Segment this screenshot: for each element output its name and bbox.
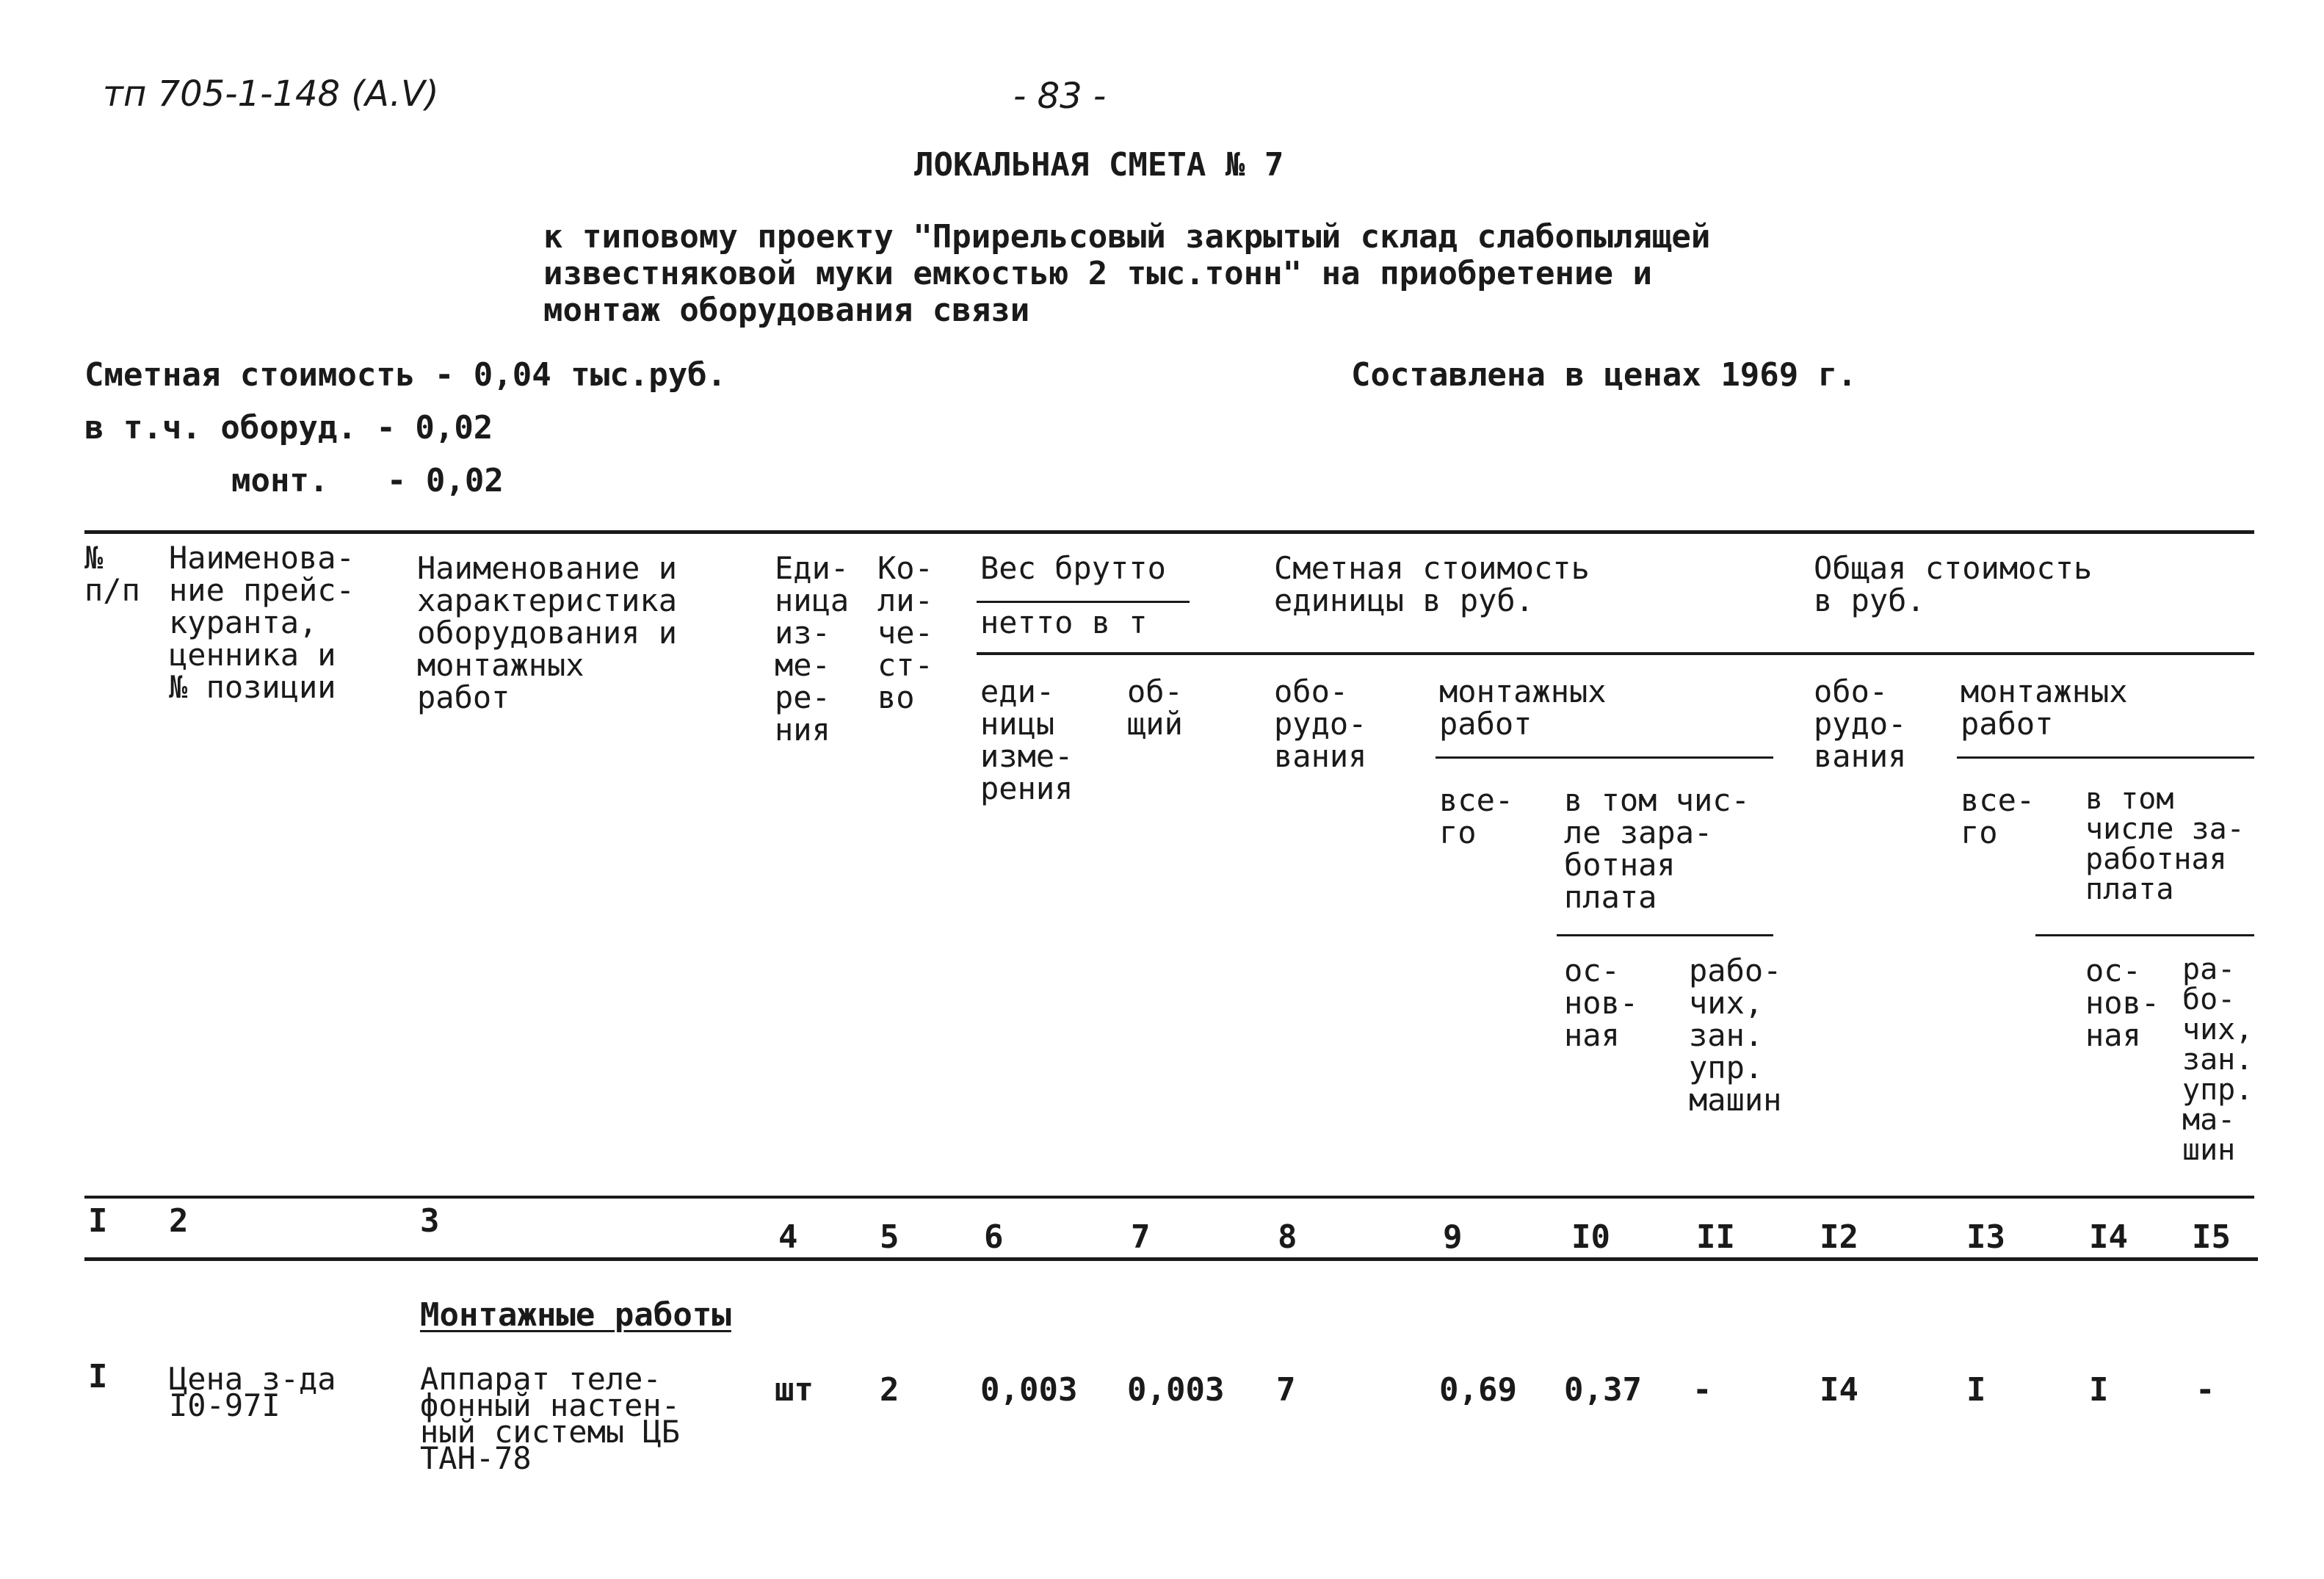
- header-total-mount: монтажных работ: [1961, 673, 2128, 742]
- header-weight-unit: еди- ницы изме- рения: [980, 673, 1074, 806]
- wage-rule-2: [2035, 934, 2254, 936]
- document-title: ЛОКАЛЬНАЯ СМЕТА № 7: [914, 146, 1284, 184]
- cell-unit-wages-machines: -: [1693, 1371, 1712, 1409]
- cell-total-equipment: I4: [1820, 1371, 1858, 1409]
- col-number-2: 2: [169, 1202, 189, 1240]
- section-heading: [420, 1298, 731, 1332]
- cell-total-mount: I: [1966, 1371, 1986, 1409]
- col-number-4: 4: [778, 1218, 798, 1256]
- col-number-1: I: [88, 1202, 108, 1240]
- header-weight-net: нетто в т: [980, 604, 1148, 640]
- numbers-bottom-rule: [84, 1257, 2258, 1261]
- header-unit: Еди- ница из- ме- ре- ния: [775, 550, 850, 748]
- col-number-6: 6: [984, 1218, 1004, 1256]
- header-unit-mount-total: все- го: [1439, 782, 1514, 850]
- cell-item-name: Аппарат теле- фонный настен- ный системы ЦБ ТАН-78: [420, 1361, 681, 1476]
- cell-total-wages-machines: -: [2196, 1371, 2215, 1409]
- col-number-7: 7: [1131, 1218, 1151, 1256]
- mounting-cost: монт. - 0,02: [231, 462, 504, 499]
- document-subtitle: к типовому проекту "Прирельсовый закрытый склад слабопылящей известняковой муки емкостью 2 тыс.тонн" на приобретение и монтаж оборудования связи: [543, 218, 1711, 329]
- header-total-wages: в том числе за- работная плата: [2085, 782, 2245, 906]
- header-weight: Вес брутто: [980, 550, 1166, 586]
- cell-quantity: 2: [880, 1371, 899, 1409]
- document-code: тп 705-1-148 (A.V): [103, 73, 439, 115]
- header-unit-wages-base: ос- нов- ная: [1564, 953, 1639, 1053]
- estimated-cost: Сметная стоимость - 0,04 тыс.руб.: [84, 356, 727, 394]
- header-quantity: Ко- ли- че- ст- во: [877, 550, 933, 715]
- col-number-10: I0: [1571, 1218, 1610, 1256]
- col-number-12: I2: [1820, 1218, 1858, 1256]
- header-total-wages-machines: ра- бо- чих, зан. упр. ма- шин: [2182, 953, 2254, 1167]
- cell-price-list: Цена з-да I0-97I: [169, 1361, 336, 1423]
- col-number-11: II: [1696, 1218, 1735, 1256]
- cell-total-wages-base: I: [2089, 1371, 2109, 1409]
- header-total-mount-total: все- го: [1961, 782, 2035, 850]
- header-unit-wages: в том чис- ле зара- ботная плата: [1564, 782, 1750, 915]
- header-item-name: Наименование и характеристика оборудования и монтажных работ: [417, 550, 678, 715]
- header-unit-wages-machines: рабо- чих, зан. упр. машин: [1689, 953, 1782, 1118]
- section-heading-text: Монтажные работы: [420, 1296, 731, 1334]
- cell-weight-unit: 0,003: [980, 1371, 1078, 1409]
- equipment-cost: в т.ч. оборуд. - 0,02: [84, 409, 493, 447]
- cell-unit-wages-base: 0,37: [1564, 1371, 1642, 1409]
- col-number-5: 5: [880, 1218, 899, 1256]
- header-weight-total: об- щий: [1127, 673, 1183, 742]
- table-top-rule: [84, 530, 2254, 534]
- col-number-3: 3: [420, 1202, 440, 1240]
- mount-rule-2: [1957, 756, 2254, 759]
- wage-rule-1: [1557, 934, 1773, 936]
- header-total-equipment: обо- рудо- вания: [1814, 673, 1907, 774]
- mount-rule-1: [1436, 756, 1773, 759]
- weight-underline: [977, 601, 1190, 603]
- col-number-13: I3: [1966, 1218, 2005, 1256]
- cell-weight-total: 0,003: [1127, 1371, 1225, 1409]
- header-total-wages-base: ос- нов- ная: [2085, 953, 2160, 1053]
- page-number: - 83 -: [1013, 76, 1107, 117]
- col-number-15: I5: [2192, 1218, 2231, 1256]
- header-unit-mount: монтажных работ: [1439, 673, 1607, 742]
- cell-unit-mount-total: 0,69: [1439, 1371, 1517, 1409]
- col-number-8: 8: [1278, 1218, 1297, 1256]
- header-bottom-rule: [84, 1196, 2254, 1199]
- cell-row-number: I: [88, 1358, 108, 1395]
- header-price-list: Наименова- ние прейс- куранта, ценника и № позиции: [169, 540, 355, 705]
- cell-unit: шт: [775, 1371, 814, 1409]
- header-unit-equipment: обо- рудо- вания: [1274, 673, 1367, 774]
- header-total-cost: Общая стоимость в руб.: [1814, 550, 2093, 618]
- header-unit-cost: Сметная стоимость единицы в руб.: [1274, 550, 1590, 618]
- cell-unit-equipment: 7: [1276, 1371, 1296, 1409]
- col-number-9: 9: [1443, 1218, 1463, 1256]
- col-number-14: I4: [2089, 1218, 2128, 1256]
- header-row-number: № п/п: [84, 540, 140, 608]
- price-base-note: Составлена в ценах 1969 г.: [1351, 356, 1857, 394]
- group-rule: [977, 652, 2254, 655]
